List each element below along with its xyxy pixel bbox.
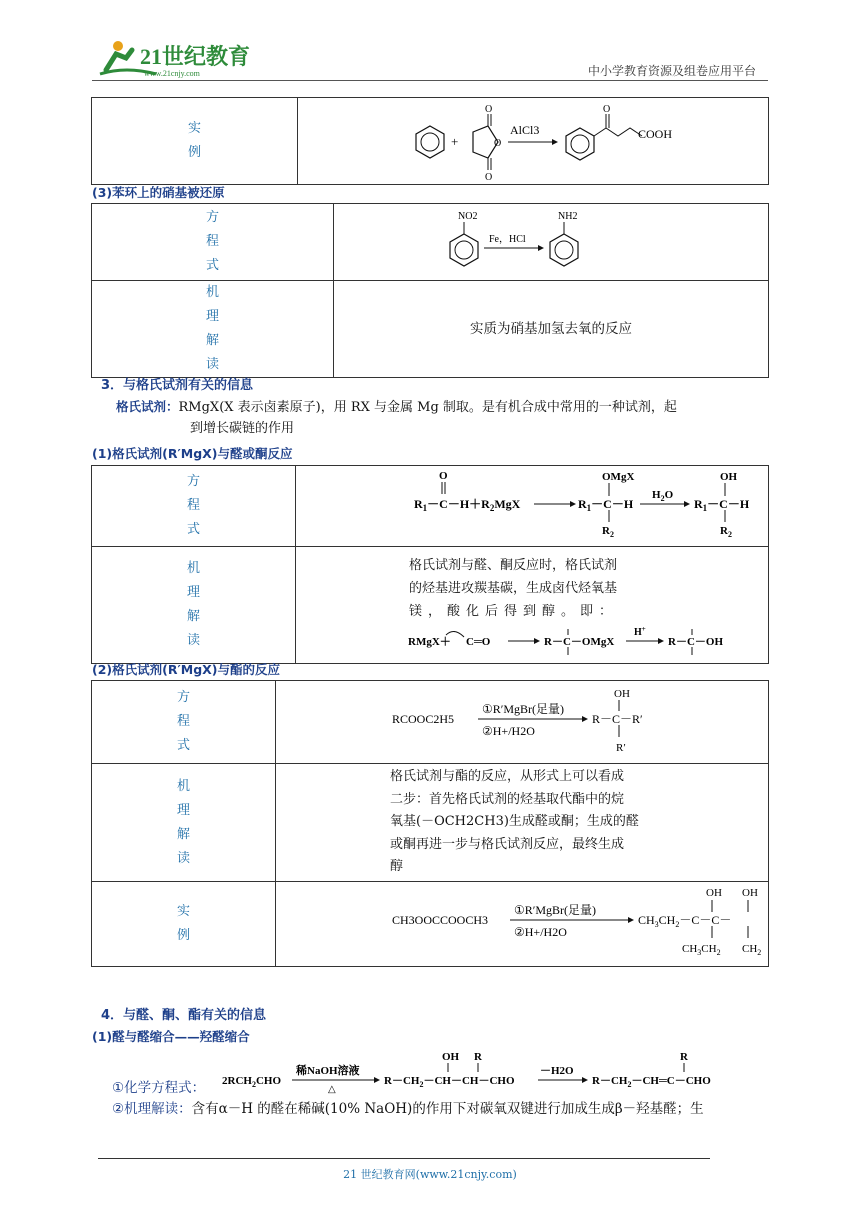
svg-text:COOH: COOH (638, 127, 673, 141)
mech-line-1: 格氏试剂与酯的反应，从形式上可以看成 (390, 769, 625, 785)
svg-text:R′: R′ (616, 742, 626, 754)
svg-text:H2O: $H_2O$ (652, 489, 674, 503)
reaction-nitro (334, 204, 769, 281)
svg-text:R1－C－H: $R_1-C-H$ (694, 497, 750, 513)
svg-text:R1－C－H＋R2MgX: $R_1-C-H+R_2MgX$ (414, 497, 521, 513)
svg-text:CH3CH2: $CH_3CH_2$ (682, 943, 721, 957)
svg-text:H+: H+ (634, 624, 646, 638)
heading-grignard-aldehyde: (1)格氏试剂(R′MgX)与醛或酮反应 (92, 446, 293, 461)
aldol-mechanism: ②机理解读：含有α－H 的醛在稀碱(10% NaOH)的作用下对碳氧双键进行加成生成β－羟基醛；生 (112, 1101, 704, 1117)
grignard-desc: 格氏试剂：RMgX(X 表示卤素原子)，用 RX 与金属 Mg 制取。是有机合成中常用的一种试剂，起 (116, 399, 677, 415)
svg-text:O: O (485, 172, 493, 180)
heading-aldehyde: 4．与醛、酮、酯有关的信息 (101, 1008, 267, 1023)
mech-line-1: 格氏试剂与醛、酮反应时，格氏试剂 (409, 557, 618, 573)
mech-line-5: 醇 (390, 859, 404, 875)
svg-text:RMgX＋: RMgX＋ (408, 635, 451, 648)
svg-text:△: △ (328, 1084, 336, 1094)
svg-text:R2: $R_2$ (720, 525, 732, 539)
svg-text:www.21cnjy.com: www.21cnjy.com (144, 69, 200, 78)
mechanism-text: 实质为硝基加氢去氧的反应 (334, 281, 769, 378)
svg-text:O: O (494, 138, 502, 149)
grignard-desc-2: 到增长碳链的作用 (190, 421, 295, 436)
label-mechanism-2: 机 理 解 读 (92, 547, 296, 664)
svg-text:R: R (680, 1051, 688, 1063)
svg-text:R－C－OMgX: R－C－OMgX (544, 635, 615, 648)
header-divider (92, 80, 768, 81)
svg-text:CH2: $CH_2$ (742, 943, 762, 957)
svg-text:R－C－R′: R－C－R′ (592, 712, 643, 726)
svg-text:OMgX: OMgX (602, 471, 635, 483)
table-grignard-ester (91, 680, 769, 967)
svg-text:－H2O: －H2O (540, 1065, 574, 1077)
label-example: 实 例 (92, 98, 298, 185)
reaction-friedel (298, 98, 769, 185)
mechanism-grignard-ester (276, 764, 769, 882)
table-nitro (91, 203, 769, 378)
mech-line-3: 氧基(－OCH2CH3)生成醛或酮；生成的醛 (390, 814, 639, 830)
heading-grignard-ester: (2)格氏试剂(R′MgX)与酯的反应 (92, 662, 280, 677)
svg-text:21世纪教育: 21世纪教育 (140, 44, 251, 69)
heading-nitro: (3)苯环上的硝基被还原 (92, 185, 225, 200)
svg-text:稀NaOH溶液: 稀NaOH溶液 (296, 1065, 360, 1077)
mechanism-grignard-aldehyde (296, 547, 769, 664)
svg-text:C═O: C═O (466, 635, 491, 648)
svg-text:R: R (474, 1051, 482, 1063)
svg-text:CH3CH2－C－C－: $CH_3CH_2-C-C-$ (638, 913, 732, 929)
svg-text:R2: $R_2$ (602, 525, 614, 539)
mech-line-3: 镁，酸化后得到醇。即： (409, 603, 619, 619)
svg-text:R－C－OH: R－C－OH (668, 635, 723, 648)
svg-text:NH2: NH2 (558, 211, 578, 222)
label-mechanism: 机 理 解 读 (92, 281, 334, 378)
svg-text:O: O (439, 470, 448, 482)
label-equation-3: 方 程 式 (92, 681, 276, 764)
reaction-grignard-aldehyde (296, 466, 769, 547)
heading-grignard: 3．与格氏试剂有关的信息 (101, 378, 254, 393)
reaction-grignard-ester (276, 681, 769, 764)
reaction-ester-example (276, 882, 769, 967)
label-equation: 方 程 式 (92, 204, 334, 281)
heading-aldol: (1)醛与醛缩合——羟醛缩合 (92, 1029, 250, 1044)
table-grignard-aldehyde (91, 465, 769, 664)
logo (96, 36, 256, 78)
svg-text:CH3OOCCOOCH3: CH3OOCCOOCH3 (392, 913, 489, 927)
footer-text: 21 世纪教育网(www.21cnjy.com) (343, 1168, 517, 1181)
mech-line-2: 的烃基进攻羰基碳，生成卤代烃氧基 (409, 580, 618, 596)
svg-text:RCOOC2H5: RCOOC2H5 (392, 712, 455, 726)
svg-text:OH: OH (720, 471, 738, 483)
label-equation-2: 方 程 式 (92, 466, 296, 547)
svg-text:OH: OH (742, 887, 758, 899)
header-platform: 中小学教育资源及组卷应用平台 (587, 64, 756, 78)
svg-text:+: + (451, 134, 459, 149)
svg-text:R－CH2－CH－CH－CHO: $R-CH_2-CH-CH-CHO$ (384, 1075, 515, 1089)
svg-text:OH: OH (614, 688, 630, 700)
label-mechanism-3: 机 理 解 读 (92, 764, 276, 882)
svg-text:R－CH2－CH═C－CHO: $R-CH_2-CH═C-CHO$ (592, 1075, 711, 1089)
svg-text:O: O (485, 104, 493, 115)
aldol-equation: ①化学方程式： $2RCH_2CHO$ 稀NaOH溶液 △ $R-CH_2-CH-CH-CHO$ OH R －H2O $R-CH_2-CH═C-CHO$ R (112, 1051, 711, 1096)
svg-text:①R′MgBr(足量): ①R′MgBr(足量) (482, 702, 565, 716)
mech-line-2: 二步：首先格氏试剂的烃基取代酯中的烷 (390, 791, 625, 807)
table-example-1 (91, 97, 769, 185)
svg-text:NO2: NO2 (458, 211, 478, 222)
svg-text:OH: OH (706, 887, 722, 899)
svg-text:②H+/H2O: ②H+/H2O (514, 925, 567, 939)
svg-text:Fe，HCl: Fe，HCl (489, 234, 526, 245)
label-example-2: 实 例 (92, 882, 276, 967)
svg-text:2RCH2CHO: $2RCH_2CHO$ (222, 1075, 282, 1089)
svg-text:①R′MgBr(足量): ①R′MgBr(足量) (514, 903, 597, 917)
svg-text:O: O (603, 104, 611, 115)
svg-text:R1－C－H: $R_1-C-H$ (578, 497, 634, 513)
svg-text:②H+/H2O: ②H+/H2O (482, 724, 535, 738)
svg-text:AlCl3: AlCl3 (510, 123, 540, 137)
mech-line-4: 或酮再进一步与格氏试剂反应，最终生成 (390, 836, 625, 852)
footer-divider (98, 1158, 710, 1159)
svg-text:OH: OH (442, 1051, 460, 1063)
